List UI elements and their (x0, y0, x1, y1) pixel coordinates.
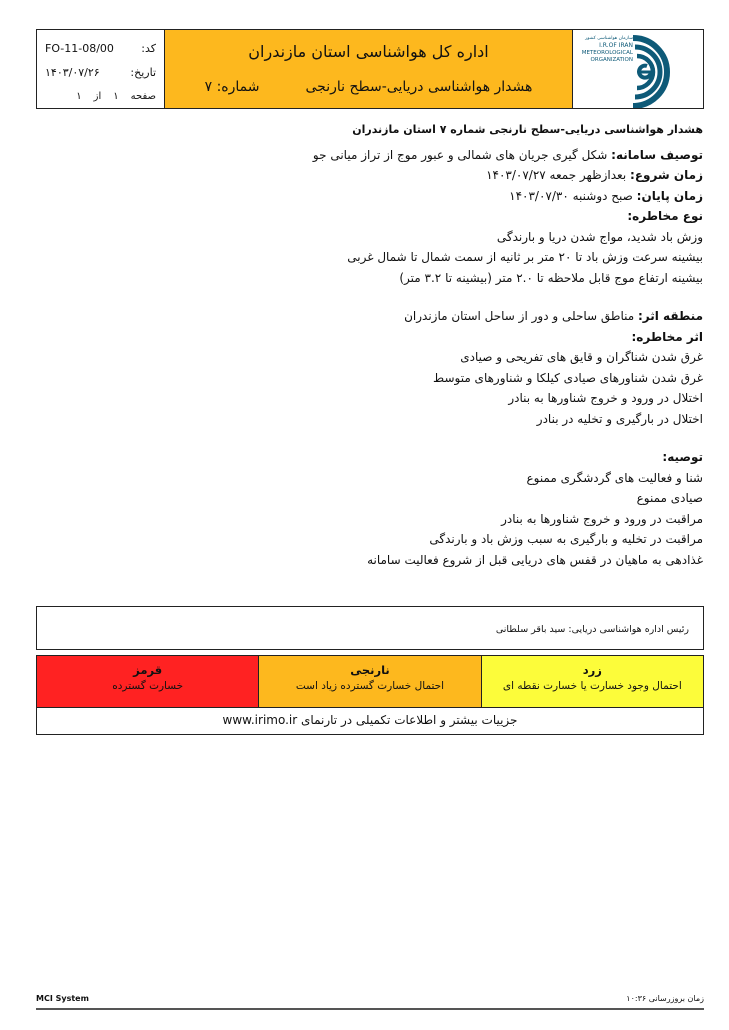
logo-text-fa: سازمان هواشناسی کشور (585, 36, 633, 41)
warning-number (205, 79, 260, 95)
number-value: ۷ (204, 79, 213, 95)
logo-line1: I.R.OF IRAN (599, 42, 633, 49)
page-row (45, 84, 156, 108)
number-label: شماره: (216, 79, 260, 95)
end-time-line (43, 186, 703, 207)
hazard-type-item: وزش باد شدید، مواج شدن دریا و بارندگی (496, 229, 703, 244)
level-orange (258, 656, 480, 707)
legend-footer (37, 708, 703, 734)
logo-box (573, 30, 703, 108)
update-time (626, 994, 704, 1003)
page-of: از (93, 90, 102, 102)
page-subtitle-row (165, 79, 572, 95)
recommendation-item: مراقبت در ورود و خروج شناورها به بنادر (501, 511, 703, 526)
impact-label (43, 327, 703, 348)
page-label: صفحه (130, 90, 156, 102)
logo-line2: METEOROLOGICAL (581, 50, 633, 56)
page-total: ۱ (76, 90, 82, 102)
area-label: منطقه اثر: (638, 309, 703, 323)
spacer (43, 288, 703, 306)
code-label: کد: (141, 41, 156, 55)
level-name: زرد (582, 663, 602, 677)
warning-subtitle: هشدار هواشناسی دریایی-سطح نارنجی (305, 79, 533, 95)
level-red (37, 656, 258, 707)
level-desc: احتمال وجود خسارت یا خسارت نقطه ای (502, 680, 682, 692)
legend-footer-text: جزییات بیشتر و اطلاعات تکمیلی در تارنمای (301, 713, 518, 727)
legend-levels (37, 656, 703, 708)
impact-label-text: اثر مخاطره: (631, 329, 703, 344)
code-value: FO-11-08/00 (45, 41, 114, 55)
recommendation-label (43, 447, 703, 468)
impact-item: غرق شدن شناورهای صیادی کیلکا و شناورهای متوسط (433, 370, 703, 385)
recommendation-item: صیادی ممنوع (636, 491, 703, 505)
level-yellow (481, 656, 703, 707)
recommendation-item: شنا و فعالیت های گردشگری ممنوع (526, 470, 703, 485)
code-row (45, 36, 156, 60)
start-time-line (43, 165, 703, 186)
date-row (45, 60, 156, 84)
system-name: MCI System (36, 994, 89, 1003)
impact-item: اختلال در بارگیری و تخلیه در بنادر (536, 411, 703, 426)
spacer (43, 429, 703, 447)
update-label: زمان بروزرسانی (648, 994, 704, 1003)
area-value: مناطق ساحلی و دور از ساحل استان مازندران (404, 309, 635, 323)
end-label: زمان پایان: (636, 188, 703, 203)
alert-level-legend (36, 655, 704, 735)
level-desc: احتمال خسارت گسترده زیاد است (295, 680, 445, 692)
hazard-type-item: بیشینه سرعت وزش باد تا ۲۰ متر بر ثانیه از سمت شمال تا شمال غربی (347, 250, 703, 264)
description-value: شکل گیری جریان های شمالی و عبور موج از تراز میانی جو (312, 147, 608, 162)
update-value: ۱۰:۳۶ (626, 994, 647, 1003)
page-footer (36, 994, 704, 1010)
title-box (165, 30, 573, 108)
level-desc: خسارت گسترده (112, 680, 184, 692)
warning-body (43, 120, 703, 570)
logo-line3: ORGANIZATION (590, 57, 633, 63)
hazard-type-label-text: نوع مخاطره: (627, 209, 703, 223)
recommendation-item: مراقبت در تخلیه و بارگیری به سبب وزش باد و بارندگی (429, 532, 703, 546)
start-label: زمان شروع: (630, 168, 703, 182)
date-label: تاریخ: (130, 65, 156, 79)
level-name: قرمز (133, 663, 163, 677)
page-title: اداره کل هواشناسی استان مازندران (248, 42, 489, 61)
page-current: ۱ (113, 90, 119, 102)
irimo-logo-icon (573, 30, 703, 108)
area-line (43, 306, 703, 327)
signature-name: سید باقر سلطانی (495, 624, 566, 635)
level-name: نارنجی (350, 663, 390, 677)
date-value: ۱۴۰۳/۰۷/۲۶ (45, 65, 100, 79)
warning-heading: هشدار هواشناسی دریایی-سطح نارنجی شماره ۷ استان مازندران (352, 123, 703, 136)
end-value: صبح دوشنبه ۱۴۰۳/۰۷/۳۰ (509, 188, 633, 203)
document-header (36, 29, 704, 109)
description-line (43, 145, 703, 166)
document-meta (37, 30, 165, 108)
recommendation-label-text: توصیه: (662, 450, 703, 464)
description-label: توصیف سامانه: (611, 147, 703, 162)
signature-label: رئیس اداره هواشناسی دریایی: (568, 624, 689, 635)
hazard-type-item: بیشینه ارتفاع موج قابل ملاحظه تا ۲.۰ متر (بیشینه تا ۳.۲ متر) (399, 270, 703, 285)
recommendation-item: غذادهی به ماهیان در قفس های دریایی قبل از شروع فعالیت سامانه (367, 552, 703, 567)
start-value: بعدازظهر جمعه ۱۴۰۳/۰۷/۲۷ (486, 168, 627, 182)
impact-item: غرق شدن شناگران و قایق های تفریحی و صیادی (460, 350, 703, 364)
signature-box (36, 606, 704, 650)
impact-item: اختلال در ورود و خروج شناورها به بنادر (508, 391, 703, 405)
website-link[interactable]: www.irimo.ir (222, 713, 298, 727)
hazard-type-label (43, 206, 703, 227)
